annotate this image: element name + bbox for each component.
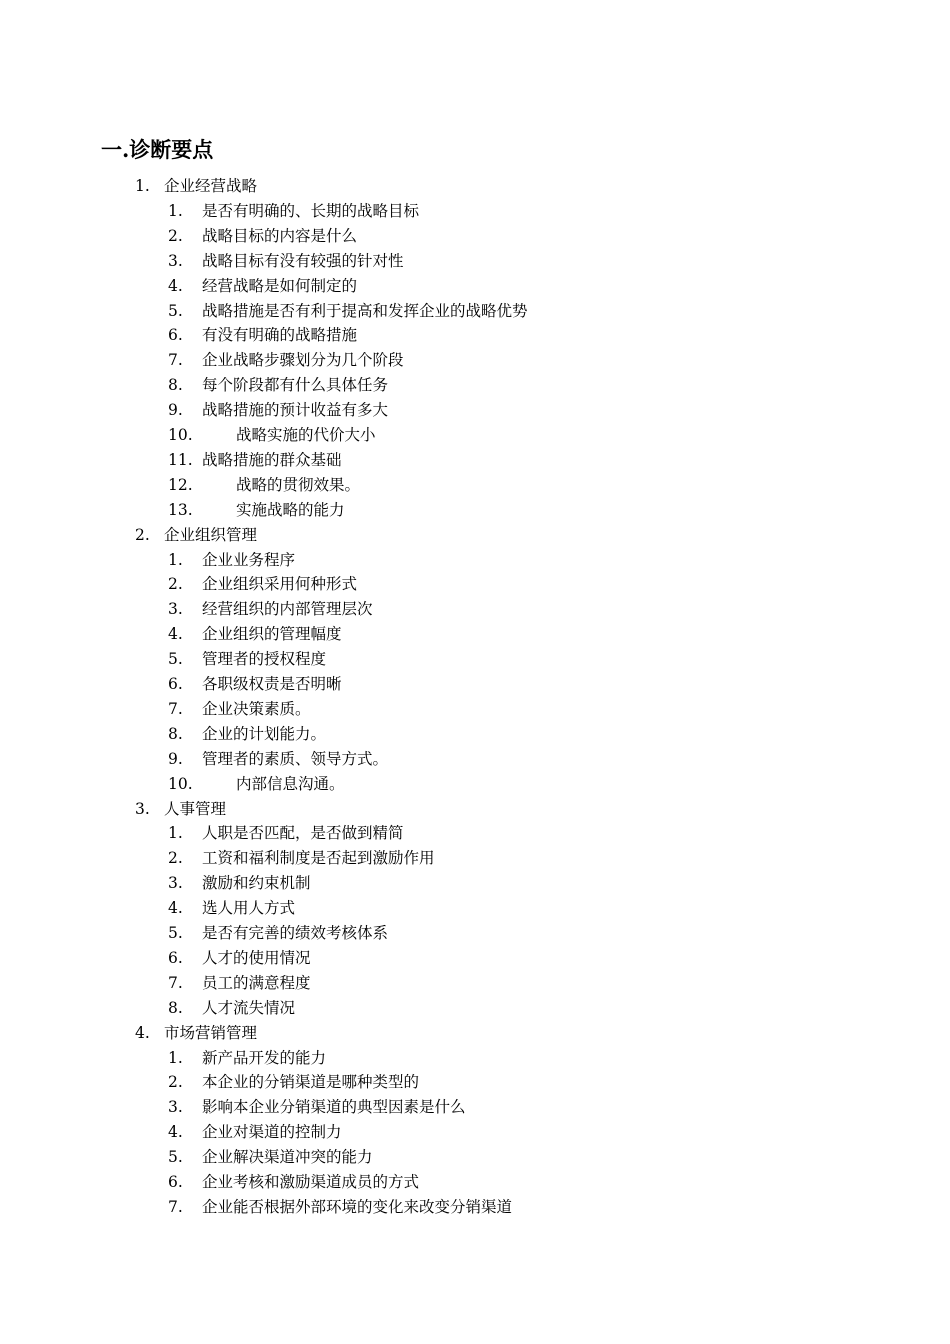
item-text: 人才的使用情况 bbox=[202, 948, 311, 967]
item-text: 战略的贯彻效果。 bbox=[236, 475, 361, 494]
item-number: 4. bbox=[168, 1123, 183, 1142]
item-number: 1. bbox=[168, 550, 183, 569]
item-text: 经营组织的内部管理层次 bbox=[202, 600, 373, 619]
item-number: 7. bbox=[168, 351, 183, 370]
item-text: 管理者的授权程度 bbox=[202, 650, 327, 669]
item-text: 战略措施是否有利于提高和发挥企业的战略优势 bbox=[202, 301, 528, 320]
item-number: 5. bbox=[168, 301, 183, 320]
section-title: 人事管理 bbox=[164, 799, 227, 818]
item-number: 2. bbox=[168, 1073, 183, 1092]
item-number: 2. bbox=[168, 849, 183, 868]
item-text: 企业对渠道的控制力 bbox=[202, 1123, 342, 1142]
item-text: 员工的满意程度 bbox=[202, 973, 311, 992]
item-number: 5. bbox=[168, 650, 183, 669]
section-number: 2. bbox=[135, 525, 150, 544]
item-text: 人职是否匹配，是否做到精简 bbox=[202, 824, 404, 843]
item-text: 是否有完善的绩效考核体系 bbox=[202, 924, 389, 942]
item-text: 各职级权责是否明晰 bbox=[202, 675, 342, 693]
item-number: 1. bbox=[168, 1048, 183, 1067]
item-number: 9. bbox=[168, 401, 183, 420]
item-number: 6. bbox=[168, 675, 183, 693]
item-number: 8. bbox=[168, 376, 183, 395]
item-number: 3. bbox=[168, 600, 183, 619]
item-text: 工资和福利制度是否起到激励作用 bbox=[202, 849, 435, 868]
item-number: 13. bbox=[168, 500, 193, 519]
item-text: 战略实施的代价大小 bbox=[236, 426, 376, 444]
item-text: 管理者的素质、领导方式。 bbox=[202, 749, 389, 768]
item-number: 4. bbox=[168, 625, 183, 644]
item-text: 企业组织采用何种形式 bbox=[202, 575, 358, 594]
item-text: 激励和约束机制 bbox=[202, 874, 311, 893]
item-number: 3. bbox=[168, 251, 183, 270]
item-number: 7. bbox=[168, 1197, 183, 1216]
item-text: 企业解决渠道冲突的能力 bbox=[202, 1148, 373, 1167]
item-number: 1. bbox=[168, 201, 183, 220]
item-text: 战略措施的群众基础 bbox=[202, 450, 342, 469]
item-text: 战略目标的内容是什么 bbox=[202, 226, 358, 245]
item-text: 企业的计划能力。 bbox=[202, 724, 327, 743]
section-number: 4. bbox=[135, 1023, 150, 1042]
item-text: 企业战略步骤划分为几个阶段 bbox=[202, 351, 404, 370]
item-text: 企业考核和激励渠道成员的方式 bbox=[202, 1173, 420, 1191]
item-number: 5. bbox=[168, 924, 183, 942]
item-number: 3. bbox=[168, 874, 183, 893]
section-number: 1. bbox=[135, 177, 150, 195]
item-number: 6. bbox=[168, 326, 183, 345]
item-number: 8. bbox=[168, 998, 183, 1017]
item-number: 6. bbox=[168, 1173, 183, 1191]
item-number: 4. bbox=[168, 899, 183, 918]
item-number: 10. bbox=[168, 426, 193, 444]
item-number: 10. bbox=[168, 774, 193, 793]
item-text: 人才流失情况 bbox=[202, 998, 296, 1017]
item-number: 9. bbox=[168, 749, 183, 768]
item-text: 是否有明确的、长期的战略目标 bbox=[202, 201, 420, 220]
item-text: 企业组织的管理幅度 bbox=[202, 625, 342, 644]
item-number: 2. bbox=[168, 226, 183, 245]
item-text: 新产品开发的能力 bbox=[202, 1048, 327, 1067]
section-number: 3. bbox=[135, 799, 150, 818]
item-text: 有没有明确的战略措施 bbox=[202, 326, 358, 345]
item-text: 战略目标有没有较强的针对性 bbox=[202, 251, 404, 270]
item-text: 企业业务程序 bbox=[202, 550, 296, 569]
item-number: 5. bbox=[168, 1148, 183, 1167]
item-number: 7. bbox=[168, 973, 183, 992]
section-title: 企业经营战略 bbox=[164, 177, 258, 195]
item-text: 内部信息沟通。 bbox=[236, 774, 345, 793]
item-text: 选人用人方式 bbox=[202, 899, 296, 918]
item-number: 1. bbox=[168, 824, 183, 843]
item-text: 影响本企业分销渠道的典型因素是什么 bbox=[202, 1098, 466, 1117]
item-text: 每个阶段都有什么具体任务 bbox=[202, 376, 389, 395]
item-text: 战略措施的预计收益有多大 bbox=[202, 401, 389, 420]
item-number: 12. bbox=[168, 475, 193, 494]
item-text: 本企业的分销渠道是哪种类型的 bbox=[202, 1073, 420, 1092]
item-number: 8. bbox=[168, 724, 183, 743]
section-title: 企业组织管理 bbox=[164, 525, 258, 544]
item-number: 6. bbox=[168, 948, 183, 967]
section-title: 市场营销管理 bbox=[164, 1023, 258, 1042]
item-number: 4. bbox=[168, 276, 183, 295]
item-number: 2. bbox=[168, 575, 183, 594]
item-number: 7. bbox=[168, 699, 183, 718]
item-text: 经营战略是如何制定的 bbox=[202, 276, 358, 295]
item-text: 实施战略的能力 bbox=[236, 500, 345, 519]
section-heading: 一.诊断要点 bbox=[101, 137, 214, 162]
item-number: 3. bbox=[168, 1098, 183, 1117]
item-text: 企业决策素质。 bbox=[202, 699, 311, 718]
item-number: 11. bbox=[168, 450, 193, 469]
item-text: 企业能否根据外部环境的变化来改变分销渠道 bbox=[202, 1197, 513, 1216]
